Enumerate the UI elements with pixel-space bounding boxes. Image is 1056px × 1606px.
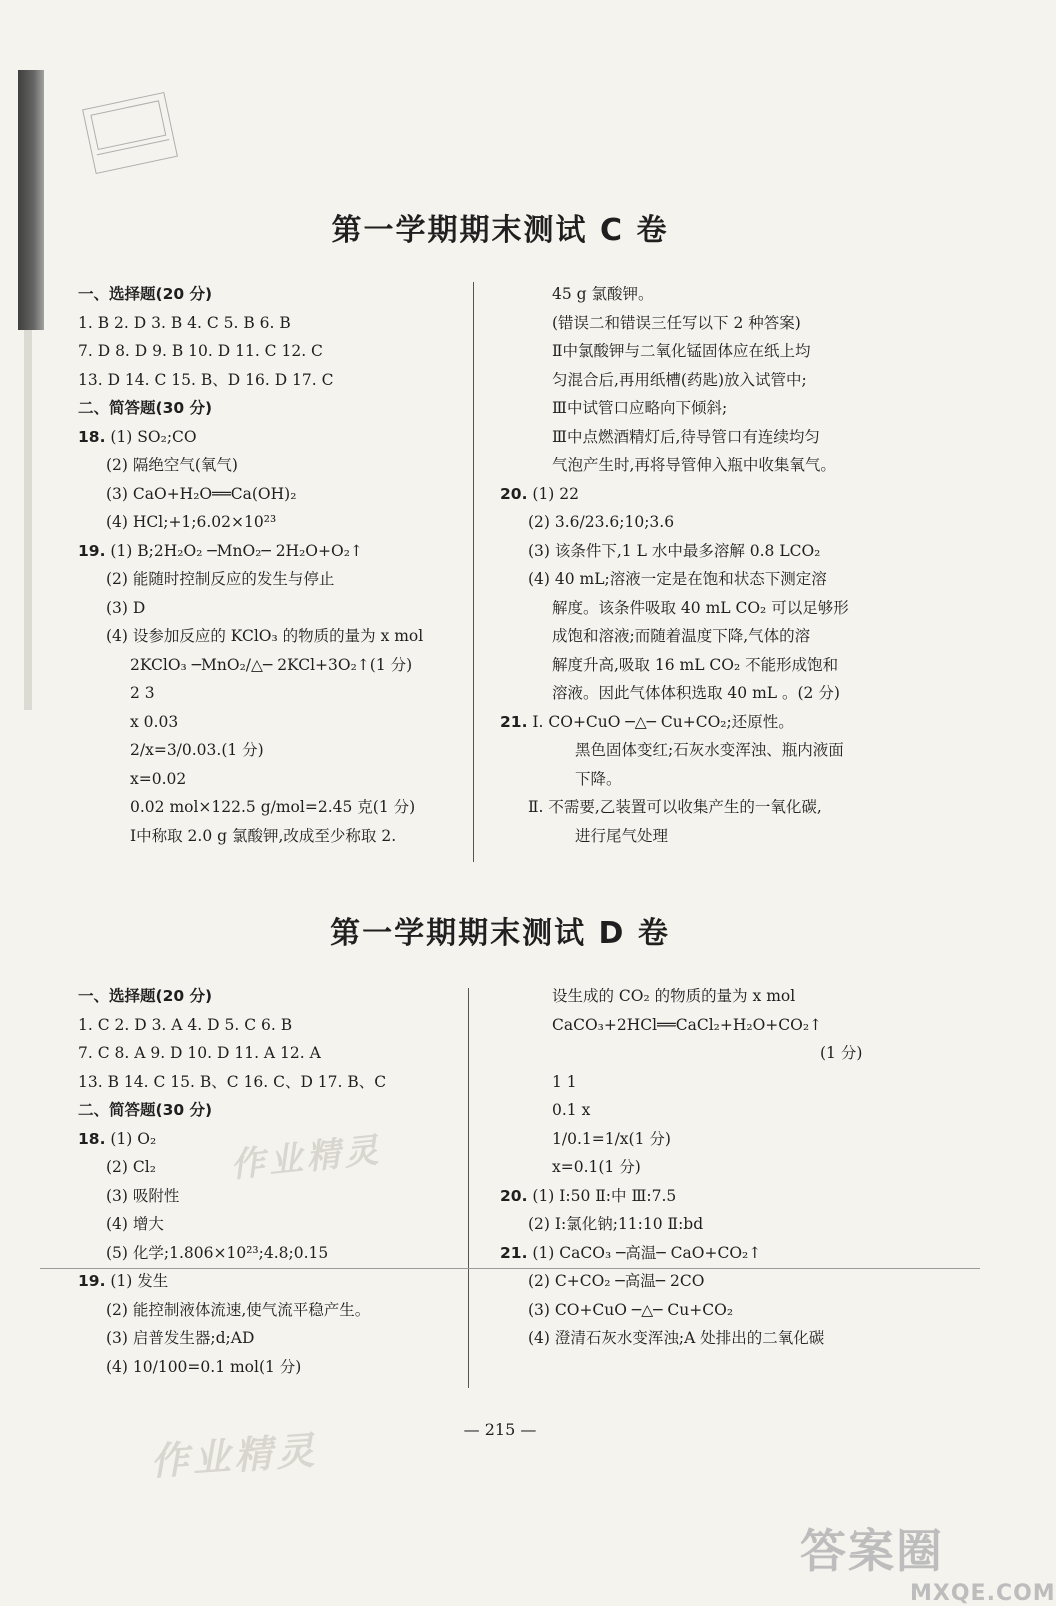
answer-line: x 0.03 xyxy=(130,712,179,731)
answer-line: 下降。 xyxy=(575,769,622,788)
answer-line: 45 g 氯酸钾。 xyxy=(552,285,654,303)
answer-line: 7. D 8. D 9. B 10. D 11. C 12. C xyxy=(78,342,323,360)
answer-line: 1/0.1=1/x(1 分) xyxy=(552,1129,671,1148)
answer-line: 20. (1) 22 xyxy=(500,484,580,503)
section-c-left-column xyxy=(78,280,423,850)
answer-line: (4) HCl;+1;6.02×10²³ xyxy=(106,513,277,531)
answer-line: (错误二和错误三任写以下 2 种答案) xyxy=(552,313,801,332)
answer-line: (3) 吸附性 xyxy=(106,1186,180,1205)
answer-line: x=0.02 xyxy=(130,769,187,788)
question-number: 18. xyxy=(78,427,106,446)
answer-line: (3) 该条件下,1 L 水中最多溶解 0.8 LCO₂ xyxy=(528,541,821,560)
question-number: 20. xyxy=(500,484,528,503)
answer-line: 1. C 2. D 3. A 4. D 5. C 6. B xyxy=(78,1015,293,1034)
answer-line: 溶液。因此气体体积选取 40 mL 。(2 分) xyxy=(552,684,840,702)
answer-line: (2) 3.6/23.6;10;3.6 xyxy=(528,513,675,531)
section-d-right-column xyxy=(500,982,862,1353)
answer-line: 进行尾气处理 xyxy=(575,826,669,845)
answer-line: 19. (1) 发生 xyxy=(78,1272,169,1290)
answer-line: 13. B 14. C 15. B、C 16. C、D 17. B、C xyxy=(78,1072,387,1091)
question-number: 21. xyxy=(500,1243,528,1262)
section-c-right-column xyxy=(500,280,849,850)
answer-line: Ⅱ. 不需要,乙装置可以收集产生的一氧化碳, xyxy=(528,798,822,816)
page-binding-shadow xyxy=(24,330,32,710)
answer-line: 成饱和溶液;而随着温度下降,气体的溶 xyxy=(552,627,811,645)
answer-line: 2/x=3/0.03.(1 分) xyxy=(130,741,264,759)
answer-line: 20. (1) Ⅰ:50 Ⅱ:中 Ⅲ:7.5 xyxy=(500,1186,677,1205)
watermark-text: 作业精灵 xyxy=(228,1130,385,1186)
answer-line: (2) 隔绝空气(氧气) xyxy=(106,456,238,474)
answer-line: (4) 设参加反应的 KClO₃ 的物质的量为 x mol xyxy=(106,627,424,645)
answer-line: 18. (1) O₂ xyxy=(78,1129,157,1148)
scan-fold-line xyxy=(40,1268,980,1269)
answer-line: (3) CO+CuO ─△─ Cu+CO₂ xyxy=(528,1300,734,1319)
answer-line: 21. Ⅰ. CO+CuO ─△─ Cu+CO₂;还原性。 xyxy=(500,712,794,731)
answer-line: 2 3 xyxy=(130,684,155,702)
answer-line: 气泡产生时,再将导管伸入瓶中收集氧气。 xyxy=(552,456,836,474)
watermark-text: 作业精灵 xyxy=(148,1427,320,1484)
answer-line: (4) 10/100=0.1 mol(1 分) xyxy=(106,1357,302,1376)
page-number: — 215 — xyxy=(463,1420,537,1439)
answer-line: 13. D 14. C 15. B、D 16. D 17. C xyxy=(78,370,334,389)
answer-line: (4) 40 mL;溶液一定是在饱和状态下测定溶 xyxy=(528,570,827,588)
answer-line: (2) C+CO₂ ─高温─ 2CO xyxy=(528,1272,705,1290)
answer-line: x=0.1(1 分) xyxy=(552,1158,641,1176)
answer-line: Ⅲ中点燃酒精灯后,待导管口有连续均匀 xyxy=(552,427,820,446)
answer-line: 一、选择题(20 分) xyxy=(78,987,213,1005)
stamp-logo xyxy=(82,92,178,174)
site-logo xyxy=(800,1515,1056,1606)
answer-line: 0.1 x xyxy=(552,1101,591,1119)
answer-line: 二、简答题(30 分) xyxy=(78,1101,213,1119)
answer-line: (1 分) xyxy=(820,1044,863,1062)
answer-line: Ⅲ中试管口应略向下倾斜; xyxy=(552,399,728,417)
column-divider xyxy=(473,282,474,862)
column-divider xyxy=(468,988,469,1388)
question-number: 20. xyxy=(500,1186,528,1205)
answer-line: 1. B 2. D 3. B 4. C 5. B 6. B xyxy=(78,313,291,332)
answer-line: 设生成的 CO₂ 的物质的量为 x mol xyxy=(552,987,796,1005)
question-number: 18. xyxy=(78,1129,106,1148)
answer-line: 0.02 mol×122.5 g/mol=2.45 克(1 分) xyxy=(130,798,416,816)
answer-line: (4) 增大 xyxy=(106,1215,164,1233)
answer-line: (2) Cl₂ xyxy=(106,1158,156,1176)
question-number: 19. xyxy=(78,1272,106,1290)
section-d-title: 第一学期期末测试 D 卷 xyxy=(330,916,670,951)
answer-line: 黑色固体变红;石灰水变浑浊、瓶内液面 xyxy=(575,741,844,759)
answer-line: (5) 化学;1.806×10²³;4.8;0.15 xyxy=(106,1243,329,1262)
answer-line: 19. (1) B;2H₂O₂ ─MnO₂─ 2H₂O+O₂↑ xyxy=(78,541,363,560)
answer-line: Ⅰ中称取 2.0 g 氯酸钾,改成至少称取 2. xyxy=(130,826,397,845)
answer-line: (2) 能随时控制反应的发生与停止 xyxy=(106,570,335,588)
answer-line: 一、选择题(20 分) xyxy=(78,285,213,303)
answer-line: 解度。该条件吸取 40 mL CO₂ 可以足够形 xyxy=(552,598,849,617)
answer-line: 21. (1) CaCO₃ ─高温─ CaO+CO₂↑ xyxy=(500,1243,762,1262)
logo-url: MXQE.COM xyxy=(910,1581,1056,1606)
answer-line: CaCO₃+2HCl══CaCl₂+H₂O+CO₂↑ xyxy=(552,1015,823,1034)
answer-line: 2KClO₃ ─MnO₂/△─ 2KCl+3O₂↑(1 分) xyxy=(130,655,413,674)
answer-line: 二、简答题(30 分) xyxy=(78,399,213,417)
answer-line: (4) 澄清石灰水变浑浊;A 处排出的二氧化碳 xyxy=(528,1329,825,1347)
answer-line: Ⅱ中氯酸钾与二氧化锰固体应在纸上均 xyxy=(552,342,811,360)
answer-line: (2) 能控制液体流速,使气流平稳产生。 xyxy=(106,1300,371,1319)
answer-line: (2) Ⅰ:氯化钠;11:10 Ⅱ:bd xyxy=(528,1215,704,1233)
section-c-title: 第一学期期末测试 C 卷 xyxy=(331,213,669,248)
answer-line: 7. C 8. A 9. D 10. D 11. A 12. A xyxy=(78,1044,321,1062)
answer-line: 1 1 xyxy=(552,1072,577,1091)
page-binding-edge xyxy=(18,70,44,330)
logo-main: 答案圈 xyxy=(800,1524,944,1578)
answer-line: 匀混合后,再用纸槽(药匙)放入试管中; xyxy=(552,370,807,389)
answer-line: 18. (1) SO₂;CO xyxy=(78,427,197,446)
answer-line: (3) D xyxy=(106,598,146,617)
question-number: 21. xyxy=(500,712,528,731)
answer-line: (3) 启普发生器;d;AD xyxy=(106,1329,255,1347)
answer-line: 解度升高,吸取 16 mL CO₂ 不能形成饱和 xyxy=(552,655,839,674)
question-number: 19. xyxy=(78,541,106,560)
answer-line: (3) CaO+H₂O══Ca(OH)₂ xyxy=(106,484,297,503)
